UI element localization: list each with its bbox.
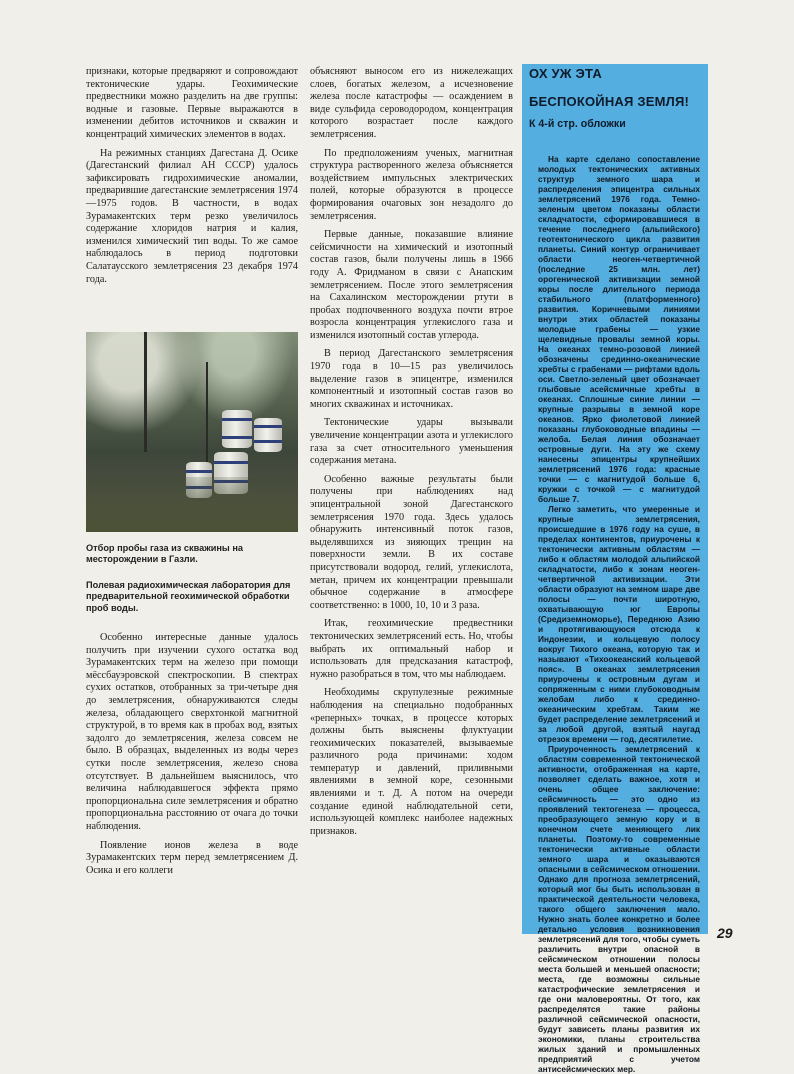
photo-caption-1: Отбор пробы газа из скважины на месторождении в Газли.: [86, 543, 243, 565]
sidebar-text: [538, 154, 700, 1074]
sidebar-title-line-1: ОХ УЖ ЭТА: [529, 66, 602, 81]
paragraph: Легко заметить, что умеренные и крупные землетрясения, происшедшие в 1976 году на суше, в пределах континентов, приурочены к тектонически активным областям — либо к областям молодой альпийской складчатости, либо к зонам неоген-четвертичной активизации. Эти области образуют на земном шаре две полосы — почти широтную, охватывающую юг Европы (Средиземноморье), Переднюю Азию и протягивающуюся отсюда к Индонезии, и кольцевую полосу вокруг Тихого океана, которую так и называют «Тихоокеанский кольцевой пояс». В океанах землетрясения приурочены к островным дугам и сопряженным с ними глубоководным желобам либо к срединно-океаническим хребтам. Таким же будет распределение землетрясений и за любой другой, взятый наугад отрезок времени — год, десятилетие.: [538, 504, 700, 744]
paragraph: Особенно важные результаты были получены при наблюдениях над эпицентральной зоной Дагестанского землетрясения 1970 года. Здесь удалось обнаружить интенсивный поток газов, выделявшихся из зияющих трещин на поверхности земли. В их составе присутствовали водород, гелий, углекислота, метан, причем их концентрации превышали обычное содержание в атмосфере соответственно: в 1000, 10, 10 и 3 раза.: [310, 473, 513, 611]
paragraph: На режимных станциях Дагестана Д. Осике (Дагестанский филиал АН СССР) удалось зафиксировать гидрохимические аномалии, предварившие дагестанские землетрясения 1974—1975 годов. В частности, в водах Зурамакентских терм резко увеличилось содержание хлоридов натрия и калия, изменился химический тип воды. То же самое наблюдалось в период подготовки Салатаусского землетрясения 23 декабря 1974 года.: [86, 147, 298, 285]
photo-caption-2: Полевая радиохимическая лаборатория для предварительной геохимической обработки проб воды.: [86, 580, 291, 613]
paragraph: Появление ионов железа в воде Зурамакентских терм перед землетрясением Д. Осика и его коллеги: [86, 839, 298, 876]
column-2: [310, 66, 513, 838]
sidebar-title-line-2: БЕСПОКОЙНАЯ ЗЕМЛЯ!: [529, 94, 690, 109]
paragraph: признаки, которые предваряют и сопровождают тектонические удары. Геохимические предвестники можно разделить на две группы: водные и газовые. Первые выражаются в изменении дебитов источников и скважин и концентраций химических элементов в водах.: [86, 66, 298, 140]
paragraph: Первые данные, показавшие влияние сейсмичности на химический и изотопный состав газов, были получены лишь в 1966 году А. Фридманом в связи с Анапским землетрясением. После этого землетрясения на Сахалинском месторождении ртути в пробах подпочвенного воздуха почти втрое возросла концентрация углекислого газа и изменился изотопный состав углерода.: [310, 229, 513, 341]
photo-gas-sampling: [86, 332, 298, 532]
column-1-top: [86, 66, 298, 286]
paragraph: Приуроченность землетрясений к областям современной тектонической активности, отображенная на карте, позволяет сделать важное, хотя и очень общее заключение: сейсмичность — это одно из проявлений тектогенеза — процесса, преобразующего земную кору и в конечном счете меняющего лик планеты. Поэтому-то современные тектонически активные области земного шара и оказываются опасными в сейсмическом отношении. Однако для прогноза землетрясений, который мог бы быть использован в практической деятельности человека, такого общего заключения мало. Нужно знать более конкретно и более детально условия возникновения землетрясений для того, чтобы суметь различить внутри опасной в сейсмическом отношении полосы места большей и меньшей опасности; места, где возможны сильные катастрофические землетрясения и где они маловероятны. От того, как распределятся такие районы различной сейсмической опасности, будут зависеть планы развития их экономики, планы строительства жилых зданий и промышленных предприятий с учетом антисейсмических мер.: [538, 744, 700, 1074]
page-number: 29: [717, 925, 733, 941]
paragraph: В период Дагестанского землетрясения 1970 года в 10—15 раз увеличилось выделение газов в эпицентре, изменился компонентный и изотопный состав газов во многих скважинах и источниках.: [310, 348, 513, 410]
paragraph: Необходимы скрупулезные режимные наблюдения на специально подобранных «реперных» точках, в процессе которых должны быть выяснены флуктуации геохимических показателей, вызываемые различного рода причинами: ходом температур и давлений, приливными явлениями в земной коре, сезонными явлениями и т. Д. А потом на очереди создание единой наблюдательной сети, использующей комплекс наиболее надежных признаков.: [310, 687, 513, 837]
paragraph: Особенно интересные данные удалось получить при изучении сухого остатка вод Зурамакентских терм на железо при помощи мёссбауэровской спектроскопии. В спектрах сухих остатков, отобранных за три-четыре дня до землетрясения, обнаруживаются следы железа, обладающего сверхтонкой магнитной структурой, в то время как в пробах вод, взятых задолго до землетрясения, железа совсем не было. В образцах, выделенных из воды через сутки после землетрясения, железо снова отсутствует. В дальнейшем выяснилось, что величина наблюдавшегося эффекта прямо пропорциональна силе землетрясения и обратно пропорциональна расстоянию от очага до точки наблюдения.: [86, 632, 298, 832]
column-1-bottom: [86, 632, 298, 877]
sidebar-subtitle: К 4-й стр. обложки: [529, 118, 626, 130]
paragraph: объясняют выносом его из нижележащих слоев, богатых железом, а исчезновение железа после катастрофы — осаждением в виде сульфида сероводородом, концентрация которого возрастает после каждого землетрясения.: [310, 66, 513, 140]
paragraph: Итак, геохимические предвестники тектонических землетрясений есть. Но, чтобы выбрать их оптимальный набор и использовать для предсказания катастроф, нужно разобраться в том, что мы наблюдаем.: [310, 618, 513, 680]
paragraph: Тектонические удары вызывали увеличение концентрации азота и углекислого газа за счет относительного уменьшения содержания метана.: [310, 417, 513, 467]
paragraph: По предположениям ученых, магнитная структура растворенного железа объясняется воздействием импульсных электрических полей, которые образуются в процессе формирования очаговых зон незадолго до землетрясения.: [310, 147, 513, 222]
sidebar-panel: [522, 64, 708, 1074]
paragraph: На карте сделано сопоставление молодых тектонических активных структур земного шара и распределения эпицентра сильных землетрясений 1976 года. Темно-зеленым цветом показаны области складчатости, сформировавшиеся в течение последнего (альпийского) геотектонического цикла развития планеты. Синий контур ограничивает области неоген-четвертичной (последние 25 млн. лет) орогенической активизации земной коры после длительного периода стабильного (платформенного) развития. Коричневыми линиями внутри этих областей показаны молодые грабены — узкие щелевидные провалы земной коры. На океанах темно-розовой линией обозначены срединно-океанические хребты с грабенами — рифтами вдоль оси. Светло-зеленый цвет обозначает глыбовые асейсмичные хребты в океанах. Сплошные синие линии — крупные разрывы в земной коре океанов. Ярко фиолетовой линией показаны глубоководные впадины — желоба. Белая линия обозначает островные дуги. На эту же схему нанесены эпицентры крупнейших землетрясений 1976 года: красные точки — с магнитудой больше 6, кружки с точкой — с магнитудой больше 7.: [538, 154, 700, 504]
